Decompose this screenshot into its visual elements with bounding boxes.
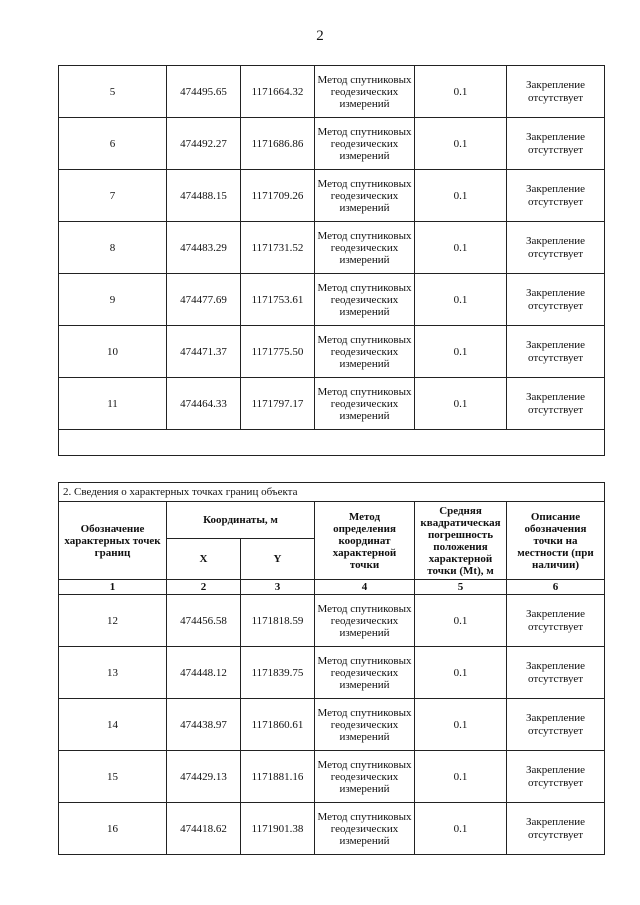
method-cell: Метод спутниковых геодезических измерений [315, 647, 415, 699]
point-id-cell: 11 [59, 378, 167, 430]
method-cell: Метод спутниковых геодезических измерений [315, 274, 415, 326]
error-cell: 0.1 [415, 222, 507, 274]
table-row [59, 751, 605, 803]
error-cell: 0.1 [415, 595, 507, 647]
point-id-cell: 12 [59, 595, 167, 647]
points-table-continued [58, 65, 605, 456]
point-id-cell: 13 [59, 647, 167, 699]
y-coordinate-cell: 1171753.61 [241, 274, 315, 326]
column-number: 6 [507, 580, 605, 595]
column-number: 5 [415, 580, 507, 595]
error-cell: 0.1 [415, 66, 507, 118]
y-coordinate-cell: 1171709.26 [241, 170, 315, 222]
header-error: Средняя квадратическая погрешность положения характерной точки (Mt), м [415, 502, 507, 580]
header-description: Описание обозначения точки на местности (при наличии) [507, 502, 605, 580]
y-coordinate-cell: 1171839.75 [241, 647, 315, 699]
method-cell: Метод спутниковых геодезических измерений [315, 699, 415, 751]
x-coordinate-cell: 474438.97 [167, 699, 241, 751]
page-number: 2 [316, 28, 324, 44]
point-id-cell: 5 [59, 66, 167, 118]
table-row [59, 222, 605, 274]
header-point-label: Обозначение характерных точек границ [59, 502, 167, 580]
x-coordinate-cell: 474495.65 [167, 66, 241, 118]
point-id-cell: 7 [59, 170, 167, 222]
x-coordinate-cell: 474483.29 [167, 222, 241, 274]
error-cell: 0.1 [415, 170, 507, 222]
error-cell: 0.1 [415, 803, 507, 855]
description-cell: Закрепление отсутствует [507, 66, 605, 118]
method-cell: Метод спутниковых геодезических измерений [315, 803, 415, 855]
x-coordinate-cell: 474464.33 [167, 378, 241, 430]
x-coordinate-cell: 474488.15 [167, 170, 241, 222]
table-row [59, 378, 605, 430]
error-cell: 0.1 [415, 118, 507, 170]
y-coordinate-cell: 1171881.16 [241, 751, 315, 803]
x-coordinate-cell: 474418.62 [167, 803, 241, 855]
method-cell: Метод спутниковых геодезических измерений [315, 118, 415, 170]
method-cell: Метод спутниковых геодезических измерений [315, 751, 415, 803]
method-cell: Метод спутниковых геодезических измерений [315, 222, 415, 274]
y-coordinate-cell: 1171901.38 [241, 803, 315, 855]
point-id-cell: 10 [59, 326, 167, 378]
table-row [59, 699, 605, 751]
y-coordinate-cell: 1171775.50 [241, 326, 315, 378]
column-number: 1 [59, 580, 167, 595]
y-coordinate-cell: 1171686.86 [241, 118, 315, 170]
description-cell: Закрепление отсутствует [507, 274, 605, 326]
table-row [59, 803, 605, 855]
error-cell: 0.1 [415, 378, 507, 430]
method-cell: Метод спутниковых геодезических измерений [315, 326, 415, 378]
method-cell: Метод спутниковых геодезических измерений [315, 170, 415, 222]
description-cell: Закрепление отсутствует [507, 118, 605, 170]
description-cell: Закрепление отсутствует [507, 803, 605, 855]
description-cell: Закрепление отсутствует [507, 699, 605, 751]
table-row [59, 647, 605, 699]
table-row [59, 118, 605, 170]
header-coordinates: Координаты, м [167, 502, 315, 539]
error-cell: 0.1 [415, 326, 507, 378]
column-number: 4 [315, 580, 415, 595]
x-coordinate-cell: 474456.58 [167, 595, 241, 647]
point-id-cell: 9 [59, 274, 167, 326]
description-cell: Закрепление отсутствует [507, 170, 605, 222]
description-cell: Закрепление отсутствует [507, 595, 605, 647]
description-cell: Закрепление отсутствует [507, 378, 605, 430]
column-number: 3 [241, 580, 315, 595]
column-number: 2 [167, 580, 241, 595]
description-cell: Закрепление отсутствует [507, 326, 605, 378]
point-id-cell: 15 [59, 751, 167, 803]
x-coordinate-cell: 474448.12 [167, 647, 241, 699]
points-table [58, 482, 605, 855]
description-cell: Закрепление отсутствует [507, 751, 605, 803]
method-cell: Метод спутниковых геодезических измерений [315, 378, 415, 430]
y-coordinate-cell: 1171860.61 [241, 699, 315, 751]
x-coordinate-cell: 474471.37 [167, 326, 241, 378]
y-coordinate-cell: 1171731.52 [241, 222, 315, 274]
table-caption: 2. Сведения о характерных точках границ объекта [59, 483, 605, 502]
table-row [59, 170, 605, 222]
y-coordinate-cell: 1171664.32 [241, 66, 315, 118]
error-cell: 0.1 [415, 647, 507, 699]
point-id-cell: 16 [59, 803, 167, 855]
table-row [59, 595, 605, 647]
point-id-cell: 6 [59, 118, 167, 170]
error-cell: 0.1 [415, 751, 507, 803]
x-coordinate-cell: 474477.69 [167, 274, 241, 326]
description-cell: Закрепление отсутствует [507, 647, 605, 699]
point-id-cell: 14 [59, 699, 167, 751]
header-x: X [167, 539, 241, 580]
empty-row [59, 430, 605, 456]
table-row [59, 66, 605, 118]
y-coordinate-cell: 1171818.59 [241, 595, 315, 647]
point-id-cell: 8 [59, 222, 167, 274]
table-row [59, 274, 605, 326]
error-cell: 0.1 [415, 699, 507, 751]
header-method: Метод определения координат характерной точки [315, 502, 415, 580]
y-coordinate-cell: 1171797.17 [241, 378, 315, 430]
table-row [59, 326, 605, 378]
error-cell: 0.1 [415, 274, 507, 326]
method-cell: Метод спутниковых геодезических измерений [315, 66, 415, 118]
x-coordinate-cell: 474492.27 [167, 118, 241, 170]
description-cell: Закрепление отсутствует [507, 222, 605, 274]
method-cell: Метод спутниковых геодезических измерений [315, 595, 415, 647]
empty-cell [59, 430, 605, 456]
header-y: Y [241, 539, 315, 580]
x-coordinate-cell: 474429.13 [167, 751, 241, 803]
